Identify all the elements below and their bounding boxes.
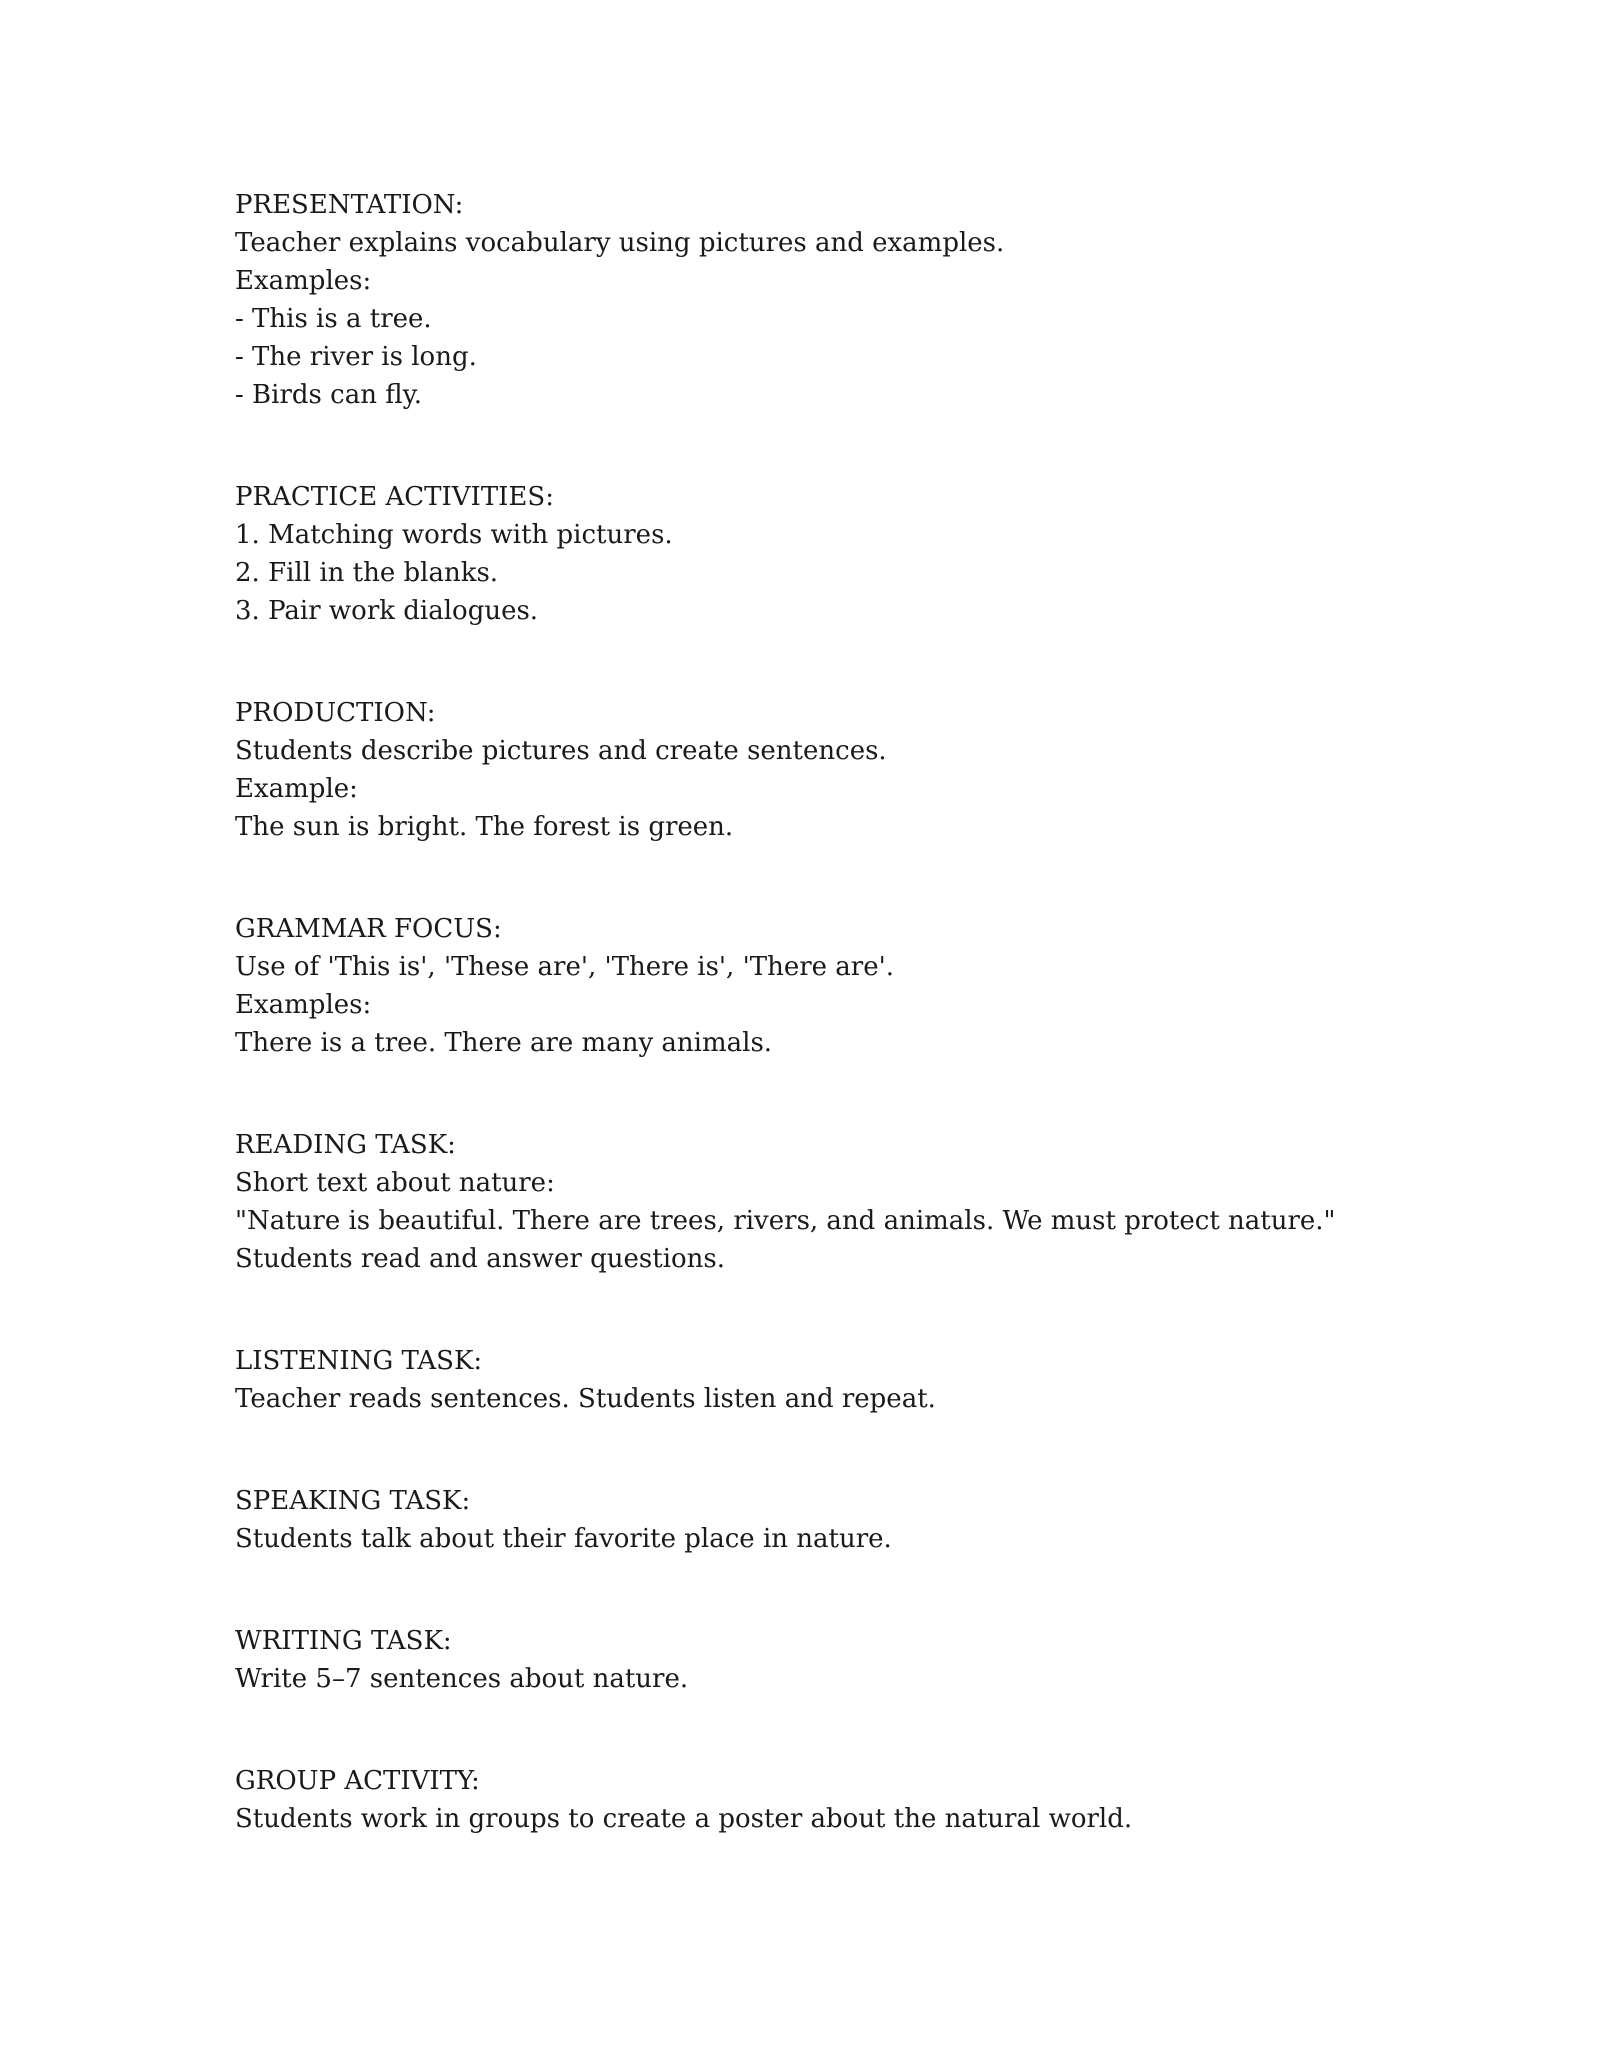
section-heading: PRACTICE ACTIVITIES: [235,482,554,512]
text-line: - The river is long. [235,342,477,372]
section-heading: PRESENTATION: [235,190,464,220]
section-heading: READING TASK: [235,1130,456,1160]
section-practice-activities [235,478,1435,630]
section-heading: GROUP ACTIVITY: [235,1766,480,1796]
section-heading: WRITING TASK: [235,1626,452,1656]
section-reading-task [235,1126,1435,1278]
text-line: Use of 'This is', 'These are', 'There is', 'There are'. [235,952,895,982]
section-presentation [235,186,1435,414]
text-line: Short text about nature: [235,1168,555,1198]
text-line: Students read and answer questions. [235,1244,726,1274]
text-line: Students talk about their favorite place in nature. [235,1524,892,1554]
text-line: Examples: [235,266,372,296]
text-line: - Birds can fly. [235,380,423,410]
section-listening-task [235,1342,1435,1418]
section-grammar-focus [235,910,1435,1062]
text-line: 2. Fill in the blanks. [235,558,499,588]
text-line: Students work in groups to create a poster about the natural world. [235,1804,1133,1834]
text-line: Examples: [235,990,372,1020]
text-line: Example: [235,774,358,804]
section-production [235,694,1435,846]
section-speaking-task [235,1482,1435,1558]
document-body [235,186,1435,1902]
section-writing-task [235,1622,1435,1698]
text-line: Teacher explains vocabulary using pictures and examples. [235,228,1005,258]
text-line: 1. Matching words with pictures. [235,520,673,550]
text-line: The sun is bright. The forest is green. [235,812,734,842]
section-heading: GRAMMAR FOCUS: [235,914,502,944]
section-heading: SPEAKING TASK: [235,1486,471,1516]
text-line: 3. Pair work dialogues. [235,596,539,626]
text-line: Teacher reads sentences. Students listen and repeat. [235,1384,936,1414]
text-line: - This is a tree. [235,304,432,334]
section-group-activity [235,1762,1435,1838]
text-line: "Nature is beautiful. There are trees, rivers, and animals. We must protect nature." [235,1206,1336,1236]
text-line: Write 5–7 sentences about nature. [235,1664,689,1694]
section-heading: PRODUCTION: [235,698,436,728]
text-line: Students describe pictures and create sentences. [235,736,887,766]
section-heading: LISTENING TASK: [235,1346,483,1376]
text-line: There is a tree. There are many animals. [235,1028,773,1058]
